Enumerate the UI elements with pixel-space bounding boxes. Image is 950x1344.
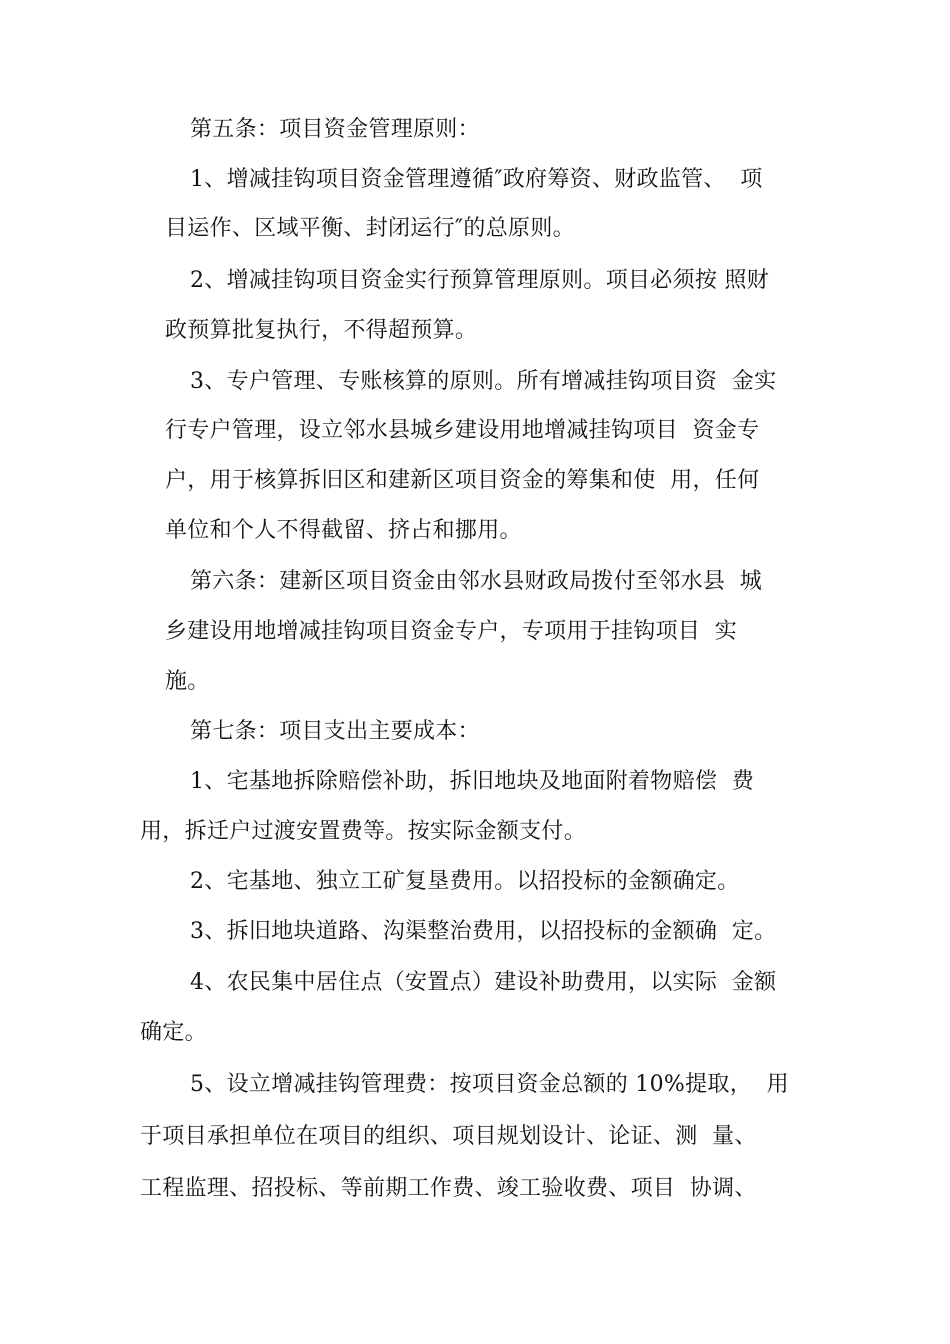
paragraph-line: 4、农民集中居住点（安置点）建设补助费用，以实际 金额 [190, 970, 777, 995]
paragraph-line: 单位和个人不得截留、挤占和挪用。 [165, 518, 522, 543]
paragraph-line: 工程监理、招投标、等前期工作费、竣工验收费、项目 协调、 [140, 1176, 757, 1201]
paragraph-line: 确定。 [140, 1020, 207, 1045]
article-5-heading: 第五条：项目资金管理原则： [190, 117, 480, 142]
paragraph-line: 乡建设用地增减挂钩项目资金专户，专项用于挂钩项目 实 [165, 619, 738, 644]
paragraph-line: 户，用于核算拆旧区和建新区项目资金的筹集和使 用，任何 [165, 468, 760, 493]
article-7-heading: 第七条：项目支出主要成本： [190, 719, 480, 744]
paragraph-line: 5、设立增减挂钩管理费：按项目资金总额的 10%提取， 用 [190, 1072, 789, 1097]
paragraph-line: 1、宅基地拆除赔偿补助，拆旧地块及地面附着物赔偿 费 [190, 769, 755, 794]
paragraph-line: 行专户管理，设立邻水县城乡建设用地增减挂钩项目 资金专 [165, 418, 760, 443]
paragraph-line: 于项目承担单位在项目的组织、项目规划设计、论证、测 量、 [140, 1124, 757, 1149]
paragraph-line: 政预算批复执行，不得超预算。 [165, 318, 478, 343]
paragraph-line: 用，拆迁户过渡安置费等。按实际金额支付。 [140, 819, 587, 844]
paragraph-line: 3、专户管理、专账核算的原则。所有增减挂钩项目资 金实 [190, 369, 777, 394]
paragraph-line: 3、拆旧地块道路、沟渠整治费用，以招投标的金额确 定。 [190, 919, 777, 944]
paragraph-line: 2、宅基地、独立工矿复垦费用。以招投标的金额确定。 [190, 869, 740, 894]
paragraph-line: 施。 [165, 669, 210, 694]
paragraph-line: 2、增减挂钩项目资金实行预算管理原则。项目必须按 照财 [190, 268, 770, 293]
paragraph-line: 1、增减挂钩项目资金管理遵循″政府筹资、财政监管、 项 [190, 167, 763, 192]
article-6-line: 第六条：建新区项目资金由邻水县财政局拨付至邻水县 城 [190, 569, 763, 594]
paragraph-line: 目运作、区域平衡、封闭运行″的总原则。 [165, 216, 575, 241]
